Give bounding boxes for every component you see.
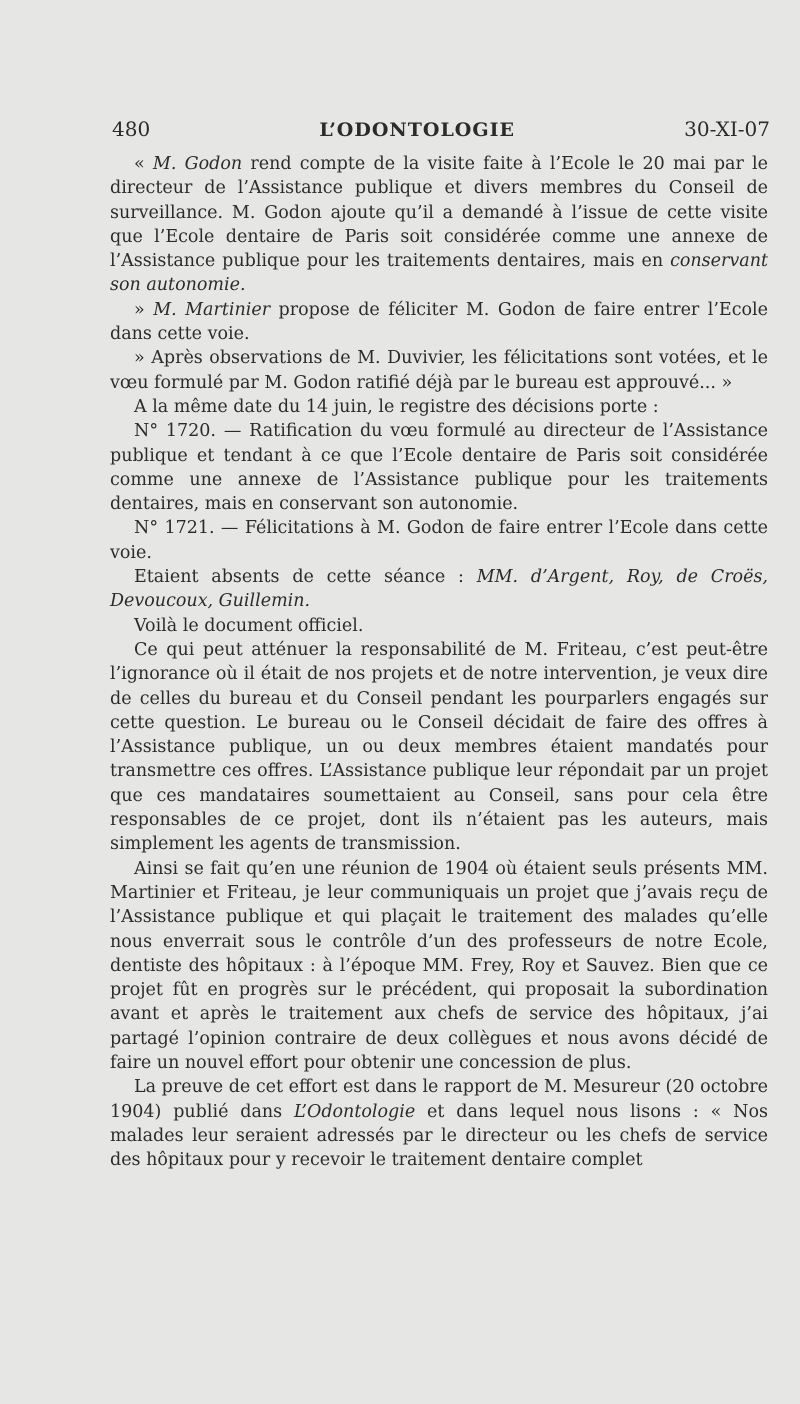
text-run: La preuve de cet effort est dans le rapport de M. Mesureur (20 octobre 1904) publié dans xyxy=(110,1077,768,1122)
paragraph xyxy=(110,152,768,298)
paragraph xyxy=(110,638,768,857)
text-run: Voilà le document officiel. xyxy=(134,615,364,636)
paragraph xyxy=(110,395,768,419)
journal-title: L’ODONTOLOGIE xyxy=(319,119,515,141)
text-run: A la même date du 14 juin, le registre des décisions porte : xyxy=(134,396,659,417)
issue-date: 30-XI-07 xyxy=(684,117,770,141)
italic-text: MM. d’Argent, Roy, de Croës, Devoucoux, Guillemin. xyxy=(110,567,768,612)
text-run: » Après observations de M. Duvivier, les félicitations sont votées, et le vœu formulé par M. Godon ratifié déjà par le bureau est approuvé... » xyxy=(110,348,768,393)
text-run: N° 1720. — Ratification du vœu formulé au directeur de l’Assistance publique et tendant à ce que l’Ecole dentaire de Paris soit considérée comme une annexe de l’Assistance publique pour les traitements dentaires, mais en conservant son autonomie. xyxy=(110,421,768,515)
text-run: propose de féliciter M. Godon de faire entrer l’Ecole dans cette voie. xyxy=(110,299,768,345)
italic-text: M. Martinier xyxy=(153,299,271,320)
paragraph xyxy=(110,614,768,638)
text-run: Ainsi se fait qu’en une réunion de 1904 où étaient seuls présents MM. Martinier et Friteau, je leur communiquais un projet que j’avais reçu de l’Assistance publique et qui plaçait le traitement des malades qu’elle nous enverrait sous le contrôle d’un des professeurs de notre Ecole, dentiste des hôpitaux : à l’époque MM. Frey, Roy et Sauvez. Bien que ce projet fût en progrès sur le précédent, qui proposait la subordination avant et après le traitement aux chefs de service des hôpitaux, j’ai partagé l’opinion contraire de deux collègues et nous avons décidé de faire un nouvel effort pour obtenir une concession de plus. xyxy=(110,858,768,1073)
text-run: » xyxy=(134,299,154,320)
text-run: rend compte de la visite faite à l’Ecole le 20 mai par le directeur de l’Assistance publique et divers membres du Conseil de surveillance. M. Godon ajoute qu’il a demandé à l’issue de cette visite que l’Ecole dentaire de Paris soit considérée comme une annexe de l’Assistance publique pour les traitements dentaires, mais en xyxy=(110,154,768,272)
text-run: et dans lequel nous lisons : « Nos malades leur seraient adressés par le directeur ou les chefs de service des hôpitaux pour y recevoir le traitement dentaire complet xyxy=(110,1101,768,1171)
paragraph xyxy=(110,857,768,1076)
paragraph xyxy=(110,298,768,347)
text-run: Etaient absents de cette séance : xyxy=(134,567,477,588)
running-header xyxy=(112,117,770,147)
text-run: « xyxy=(134,154,153,174)
paragraph xyxy=(110,1075,768,1172)
text-run: Ce qui peut atténuer la responsabilité de M. Friteau, c’est peut-être l’ignorance où il était de nos projets et de notre intervention, je veux dire de celles du bureau et du Conseil pendant les pourparlers engagés sur cette question. Le bureau ou le Conseil décidait de faire des offres à l’Assistance publique, un ou deux membres étaient mandatés pour transmettre ces offres. L’Assistance publique leur répondait par un projet que ces mandataires soumettaient au Conseil, sans pour cela être responsables de ce projet, dont ils n’étaient pas les auteurs, mais simplement les agents de transmission. xyxy=(110,639,768,855)
paragraph xyxy=(110,516,768,565)
body-text xyxy=(110,152,768,1172)
italic-text: conservant son autonomie. xyxy=(110,251,768,296)
paragraph xyxy=(110,346,768,395)
text-run: N° 1721. — Félicitations à M. Godon de faire entrer l’Ecole dans cette voie. xyxy=(110,518,768,563)
page-number: 480 xyxy=(112,117,151,141)
paragraph xyxy=(110,565,768,614)
italic-text: L’Odontologie xyxy=(293,1101,416,1122)
italic-text: M. Godon xyxy=(152,154,243,174)
paragraph xyxy=(110,419,768,516)
